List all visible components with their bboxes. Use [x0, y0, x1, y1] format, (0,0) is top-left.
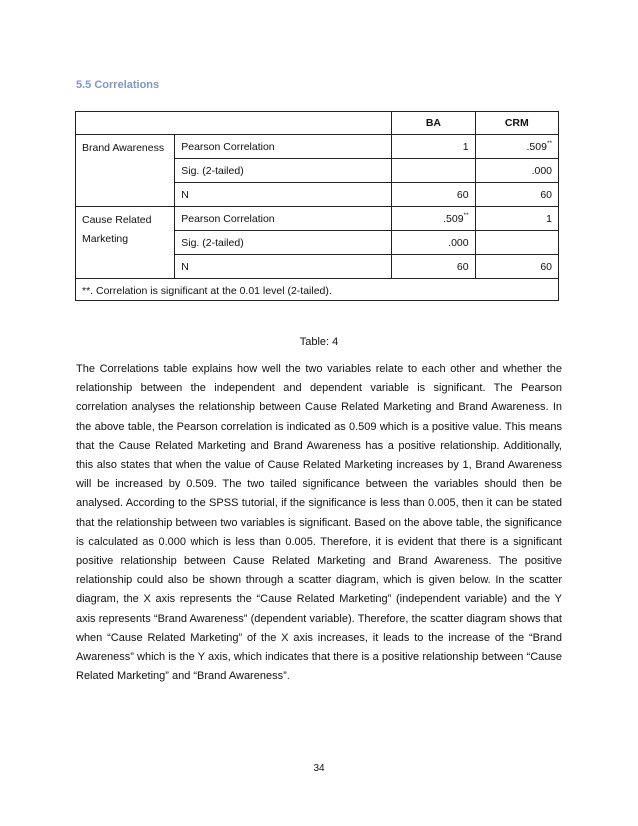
significance-marker: ** [546, 139, 552, 147]
value-cell: .509** [475, 135, 558, 159]
stat-label: Sig. (2-tailed) [175, 231, 392, 255]
value-cell: .000 [475, 159, 558, 183]
value-cell: 60 [392, 255, 475, 279]
stat-label: Pearson Correlation [175, 207, 392, 231]
value-cell: 1 [392, 135, 475, 159]
stat-label: N [175, 255, 392, 279]
table-footnote-row [76, 279, 559, 301]
table-row [76, 135, 559, 159]
stat-label: Pearson Correlation [175, 135, 392, 159]
page-number: 34 [313, 763, 325, 774]
col-header-crm: CRM [475, 112, 558, 135]
section-heading: 5.5 Correlations [76, 79, 160, 91]
stat-label: N [175, 183, 392, 207]
table-header-row [76, 112, 559, 135]
body-paragraph: The Correlations table explains how well the two variables relate to each other and whether the relationship between the independent and dependent variable is significant. The Pearson correlation analyses the relationship between Cause Related Marketing and Brand Awareness. In the above table, the Pearson correlation is indicated as 0.509 which is a positive value. This means that the Cause Related Marketing and Brand Awareness has a positive relationship. Additionally, this also states that when the value of Cause Related Marketing increases by 1, Brand Awareness will be increased by 0.509. The two tailed significance between the variables should then be analysed. According to the SPSS tutorial, if the significance is less than 0.005, then it can be stated that the relationship between two variables is significant. Based on the above table, the significance is calculated as 0.000 which is less than 0.005. Therefore, it is evident that there is a significant positive relationship between Cause Related Marketing and Brand Awareness. The positive relationship could also be shown through a scatter diagram, which is given below. In the scatter diagram, the X axis represents the “Cause Related Marketing” (independent variable) and the Y axis represents “Brand Awareness” (dependent variable). Therefore, the scatter diagram shows that when “Cause Related Marketing” of the X axis increases, it leads to the increase of the “Brand Awareness” which is the Y axis, which indicates that there is a positive relationship between “Cause Related Marketing” and “Brand Awareness”. [76, 363, 562, 683]
value-cell: 60 [392, 183, 475, 207]
correlations-table [75, 111, 559, 301]
value-cell: 1 [475, 207, 558, 231]
table-footnote: **. Correlation is significant at the 0.01 level (2-tailed). [76, 279, 559, 301]
table-row [76, 207, 559, 231]
variable-label-cause-related-marketing: Cause Related Marketing [76, 207, 175, 279]
value-cell: 60 [475, 255, 558, 279]
table-caption: Table: 4 [299, 336, 339, 348]
value-cell: 60 [475, 183, 558, 207]
value-cell [392, 159, 475, 183]
stat-label: Sig. (2-tailed) [175, 159, 392, 183]
value-cell [475, 231, 558, 255]
variable-label-brand-awareness: Brand Awareness [76, 135, 175, 207]
value-cell: .509** [392, 207, 475, 231]
value-cell: .000 [392, 231, 475, 255]
col-header-ba: BA [392, 112, 475, 135]
significance-marker: ** [463, 211, 469, 219]
